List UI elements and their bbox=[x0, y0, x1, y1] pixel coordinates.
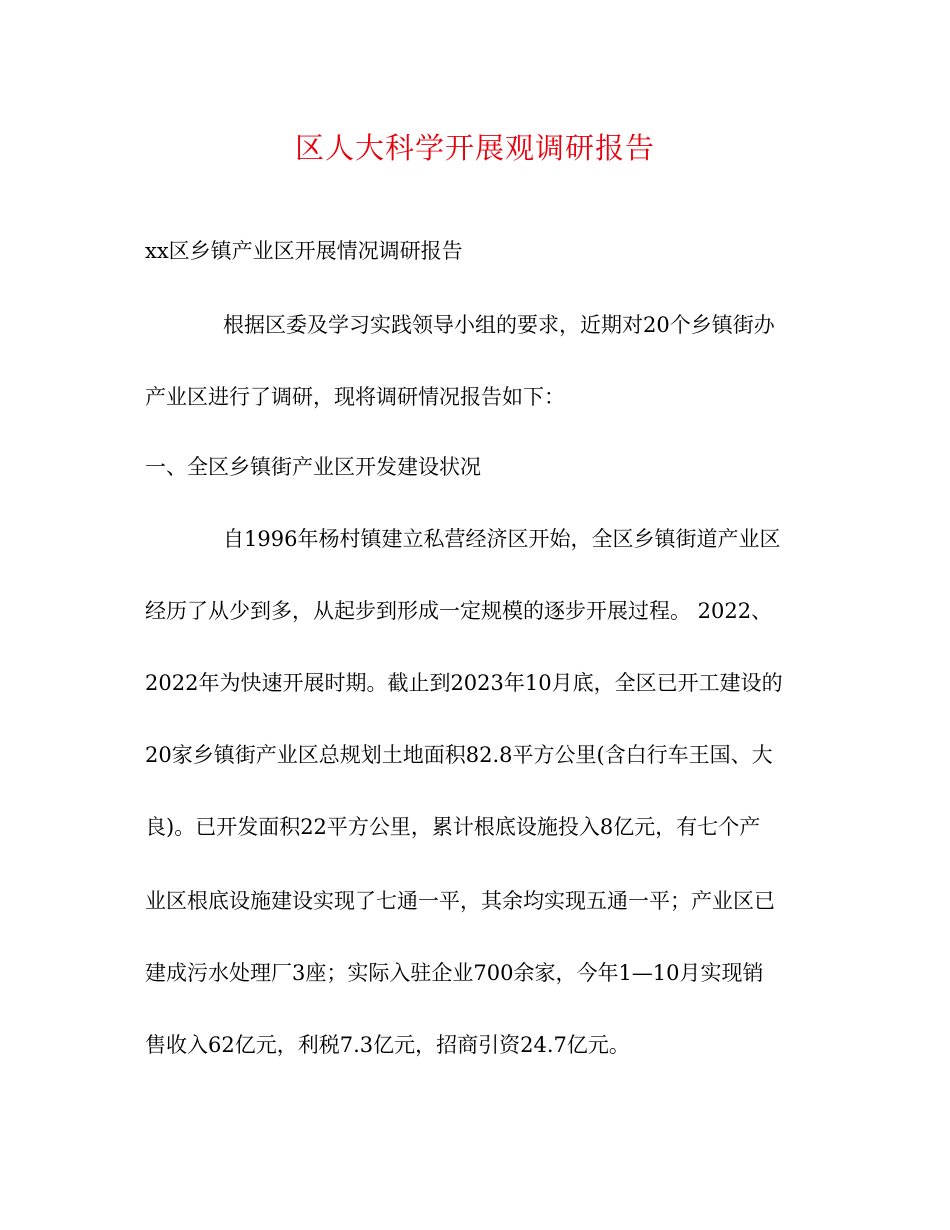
intro-line: 根据区委及学习实践领导小组的要求，近期对20个乡镇街办 bbox=[223, 313, 775, 337]
paragraph-line: 经历了从少到多，从起步到形成一定规模的逐步开展过程。 2022、 bbox=[145, 599, 773, 623]
paragraph-line: 2022年为快速开展时期。截止到2023年10月底，全区已开工建设的 bbox=[145, 671, 783, 695]
paragraph-line: 建成污水处理厂3座；实际入驻企业700余家，今年1—10月实现销 bbox=[145, 961, 764, 985]
intro-line: 产业区进行了调研，现将调研情况报告如下： bbox=[145, 385, 565, 409]
paragraph-line: 业区根底设施建设实现了七通一平，其余均实现五通一平；产业区已 bbox=[145, 889, 775, 913]
paragraph-line: 自1996年杨村镇建立私营经济区开始，全区乡镇街道产业区 bbox=[223, 527, 781, 551]
paragraph-line: 良)。已开发面积22平方公里，累计根底设施投入8亿元，有七个产 bbox=[145, 815, 761, 839]
paragraph-line: 20家乡镇街产业区总规划土地面积82.8平方公里(含白行车王国、大 bbox=[145, 743, 773, 767]
report-subtitle: xx区乡镇产业区开展情况调研报告 bbox=[145, 239, 463, 263]
paragraph-line: 售收入62亿元，利税7.3亿元，招商引资24.7亿元。 bbox=[145, 1033, 630, 1057]
page-title: 区人大科学开展观调研报告 bbox=[294, 131, 655, 165]
section-heading: 一、全区乡镇街产业区开发建设状况 bbox=[145, 455, 481, 479]
